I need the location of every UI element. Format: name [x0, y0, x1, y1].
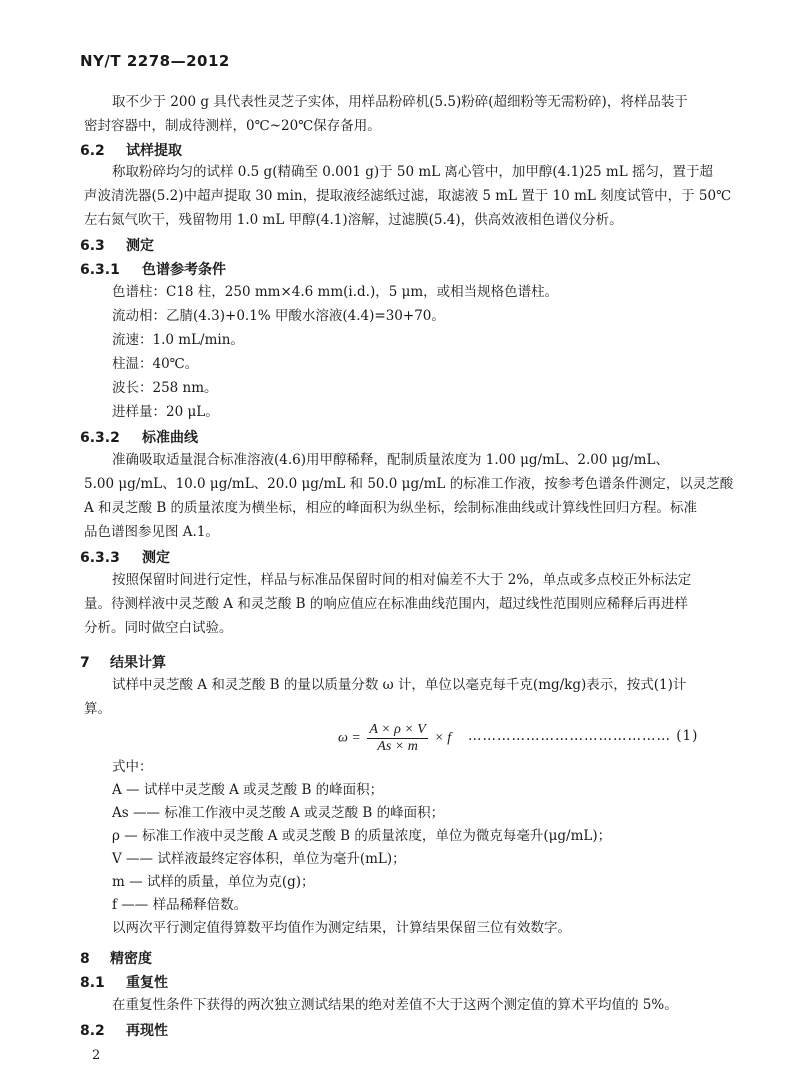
- formula-fraction: [367, 722, 427, 755]
- section-heading-8-1: [80, 972, 168, 992]
- paragraph-line: 算。: [84, 701, 111, 717]
- section-title: 试样提取: [126, 143, 182, 159]
- section-number: 8.1: [80, 975, 105, 991]
- paragraph-line: 分析。同时做空白试验。: [84, 620, 233, 636]
- variable-definition: ρ — 标准工作液中灵芝酸 A 或灵芝酸 B 的质量浓度，单位为微克每毫升(μg/mL)；: [112, 828, 612, 844]
- section-heading-6-3-3: [80, 547, 170, 567]
- section-heading-6-3: [80, 235, 154, 255]
- paragraph-line: 称取粉碎均匀的试样 0.5 g(精确至 0.001 g)于 50 mL 离心管中，加甲醇(4.1)25 mL 摇匀，置于超: [112, 164, 713, 180]
- section-heading-8-2: [80, 1020, 168, 1040]
- formula-denominator: As × m: [377, 739, 418, 754]
- condition-line: 流速：1.0 mL/min。: [112, 332, 244, 348]
- section-number: 6.3.1: [80, 262, 120, 278]
- section-title: 色谱参考条件: [142, 262, 226, 278]
- paragraph-line: 品色谱图参见图 A.1。: [84, 524, 219, 540]
- variable-definition: As —— 标准工作液中灵芝酸 A 或灵芝酸 B 的峰面积；: [112, 805, 445, 821]
- section-heading-6-2: [80, 140, 182, 160]
- paragraph-line: 声波清洗器(5.2)中超声提取 30 min，提取液经滤纸过滤，取滤液 5 mL 置于 10 mL 刻度试管中，于 50℃: [84, 188, 732, 204]
- variable-definition: m — 试样的质量，单位为克(g)；: [112, 874, 315, 890]
- paragraph-line: 密封容器中，制成待测样，0℃~20℃保存备用。: [84, 118, 381, 134]
- paragraph-line: 准确吸取适量混合标准溶液(4.6)用甲醇稀释，配制质量浓度为 1.00 μg/mL、2.00 μg/mL、: [112, 452, 669, 468]
- formula-1: [338, 722, 451, 755]
- section-title: 重复性: [126, 975, 168, 991]
- section-title: 标准曲线: [142, 430, 198, 446]
- equation-number: …………………………………… (1): [468, 728, 699, 744]
- paragraph-line: 以两次平行测定值得算数平均值作为测定结果，计算结果保留三位有效数字。: [112, 920, 571, 936]
- section-number: 7: [80, 655, 90, 671]
- section-title: 测定: [142, 550, 170, 566]
- variable-definition: V —— 试样液最终定容体积，单位为毫升(mL)；: [112, 851, 406, 867]
- section-title: 结果计算: [110, 655, 166, 671]
- formula-tail: × f: [434, 730, 452, 746]
- condition-line: 进样量：20 μL。: [112, 404, 219, 420]
- section-heading-7: [80, 652, 166, 672]
- variable-definition: A — 试样中灵芝酸 A 或灵芝酸 B 的峰面积；: [112, 782, 384, 798]
- variable-definition: f —— 样品稀释倍数。: [112, 897, 248, 913]
- paragraph-line: 在重复性条件下获得的两次独立测试结果的绝对差值不大于这两个测定值的算术平均值的 5%。: [112, 997, 678, 1013]
- formula-lhs: ω =: [338, 730, 361, 746]
- paragraph-line: A 和灵芝酸 B 的质量浓度为横坐标，相应的峰面积为纵坐标，绘制标准曲线或计算线性回归方程。标准: [84, 500, 698, 516]
- condition-line: 波长：258 nm。: [112, 380, 218, 396]
- section-number: 6.2: [80, 143, 105, 159]
- section-title: 精密度: [110, 951, 152, 967]
- section-number: 6.3.2: [80, 430, 120, 446]
- condition-line: 流动相：乙腈(4.3)+0.1% 甲酸水溶液(4.4)=30+70。: [112, 308, 445, 324]
- condition-line: 色谱柱：C18 柱，250 mm×4.6 mm(i.d.)，5 μm，或相当规格色谱柱。: [112, 284, 559, 300]
- formula-numerator: A × ρ × V: [369, 722, 426, 737]
- section-number: 6.3: [80, 238, 105, 254]
- paragraph-line: 按照保留时间进行定性，样品与标准品保留时间的相对偏差不大于 2%，单点或多点校正外标法定: [112, 572, 692, 588]
- paragraph-line: 左右氮气吹干，残留物用 1.0 mL 甲醇(4.1)溶解，过滤膜(5.4)，供高效液相色谱仪分析。: [84, 212, 623, 228]
- where-label: 式中：: [112, 759, 153, 775]
- section-heading-6-3-2: [80, 427, 198, 447]
- section-number: 6.3.3: [80, 550, 120, 566]
- condition-line: 柱温：40℃。: [112, 356, 199, 372]
- section-number: 8.2: [80, 1023, 105, 1039]
- page-number: 2: [92, 1048, 101, 1063]
- section-number: 8: [80, 951, 90, 967]
- section-title: 再现性: [126, 1023, 168, 1039]
- section-title: 测定: [126, 238, 154, 254]
- standard-code-header: NY/T 2278—2012: [80, 52, 230, 70]
- paragraph-line: 5.00 μg/mL、10.0 μg/mL、20.0 μg/mL 和 50.0 μg/mL 的标准工作液，按参考色谱条件测定，以灵芝酸: [84, 476, 734, 492]
- section-heading-8: [80, 948, 152, 968]
- paragraph-line: 试样中灵芝酸 A 和灵芝酸 B 的量以质量分数 ω 计，单位以毫克每千克(mg/kg)表示，按式(1)计: [112, 677, 687, 693]
- section-heading-6-3-1: [80, 259, 226, 279]
- paragraph-line: 取不少于 200 g 具代表性灵芝子实体，用样品粉碎机(5.5)粉碎(超细粉等无需粉碎)，将样品装于: [112, 94, 688, 110]
- paragraph-line: 量。待测样液中灵芝酸 A 和灵芝酸 B 的响应值应在标准曲线范围内，超过线性范围则应稀释后再进样: [84, 596, 688, 612]
